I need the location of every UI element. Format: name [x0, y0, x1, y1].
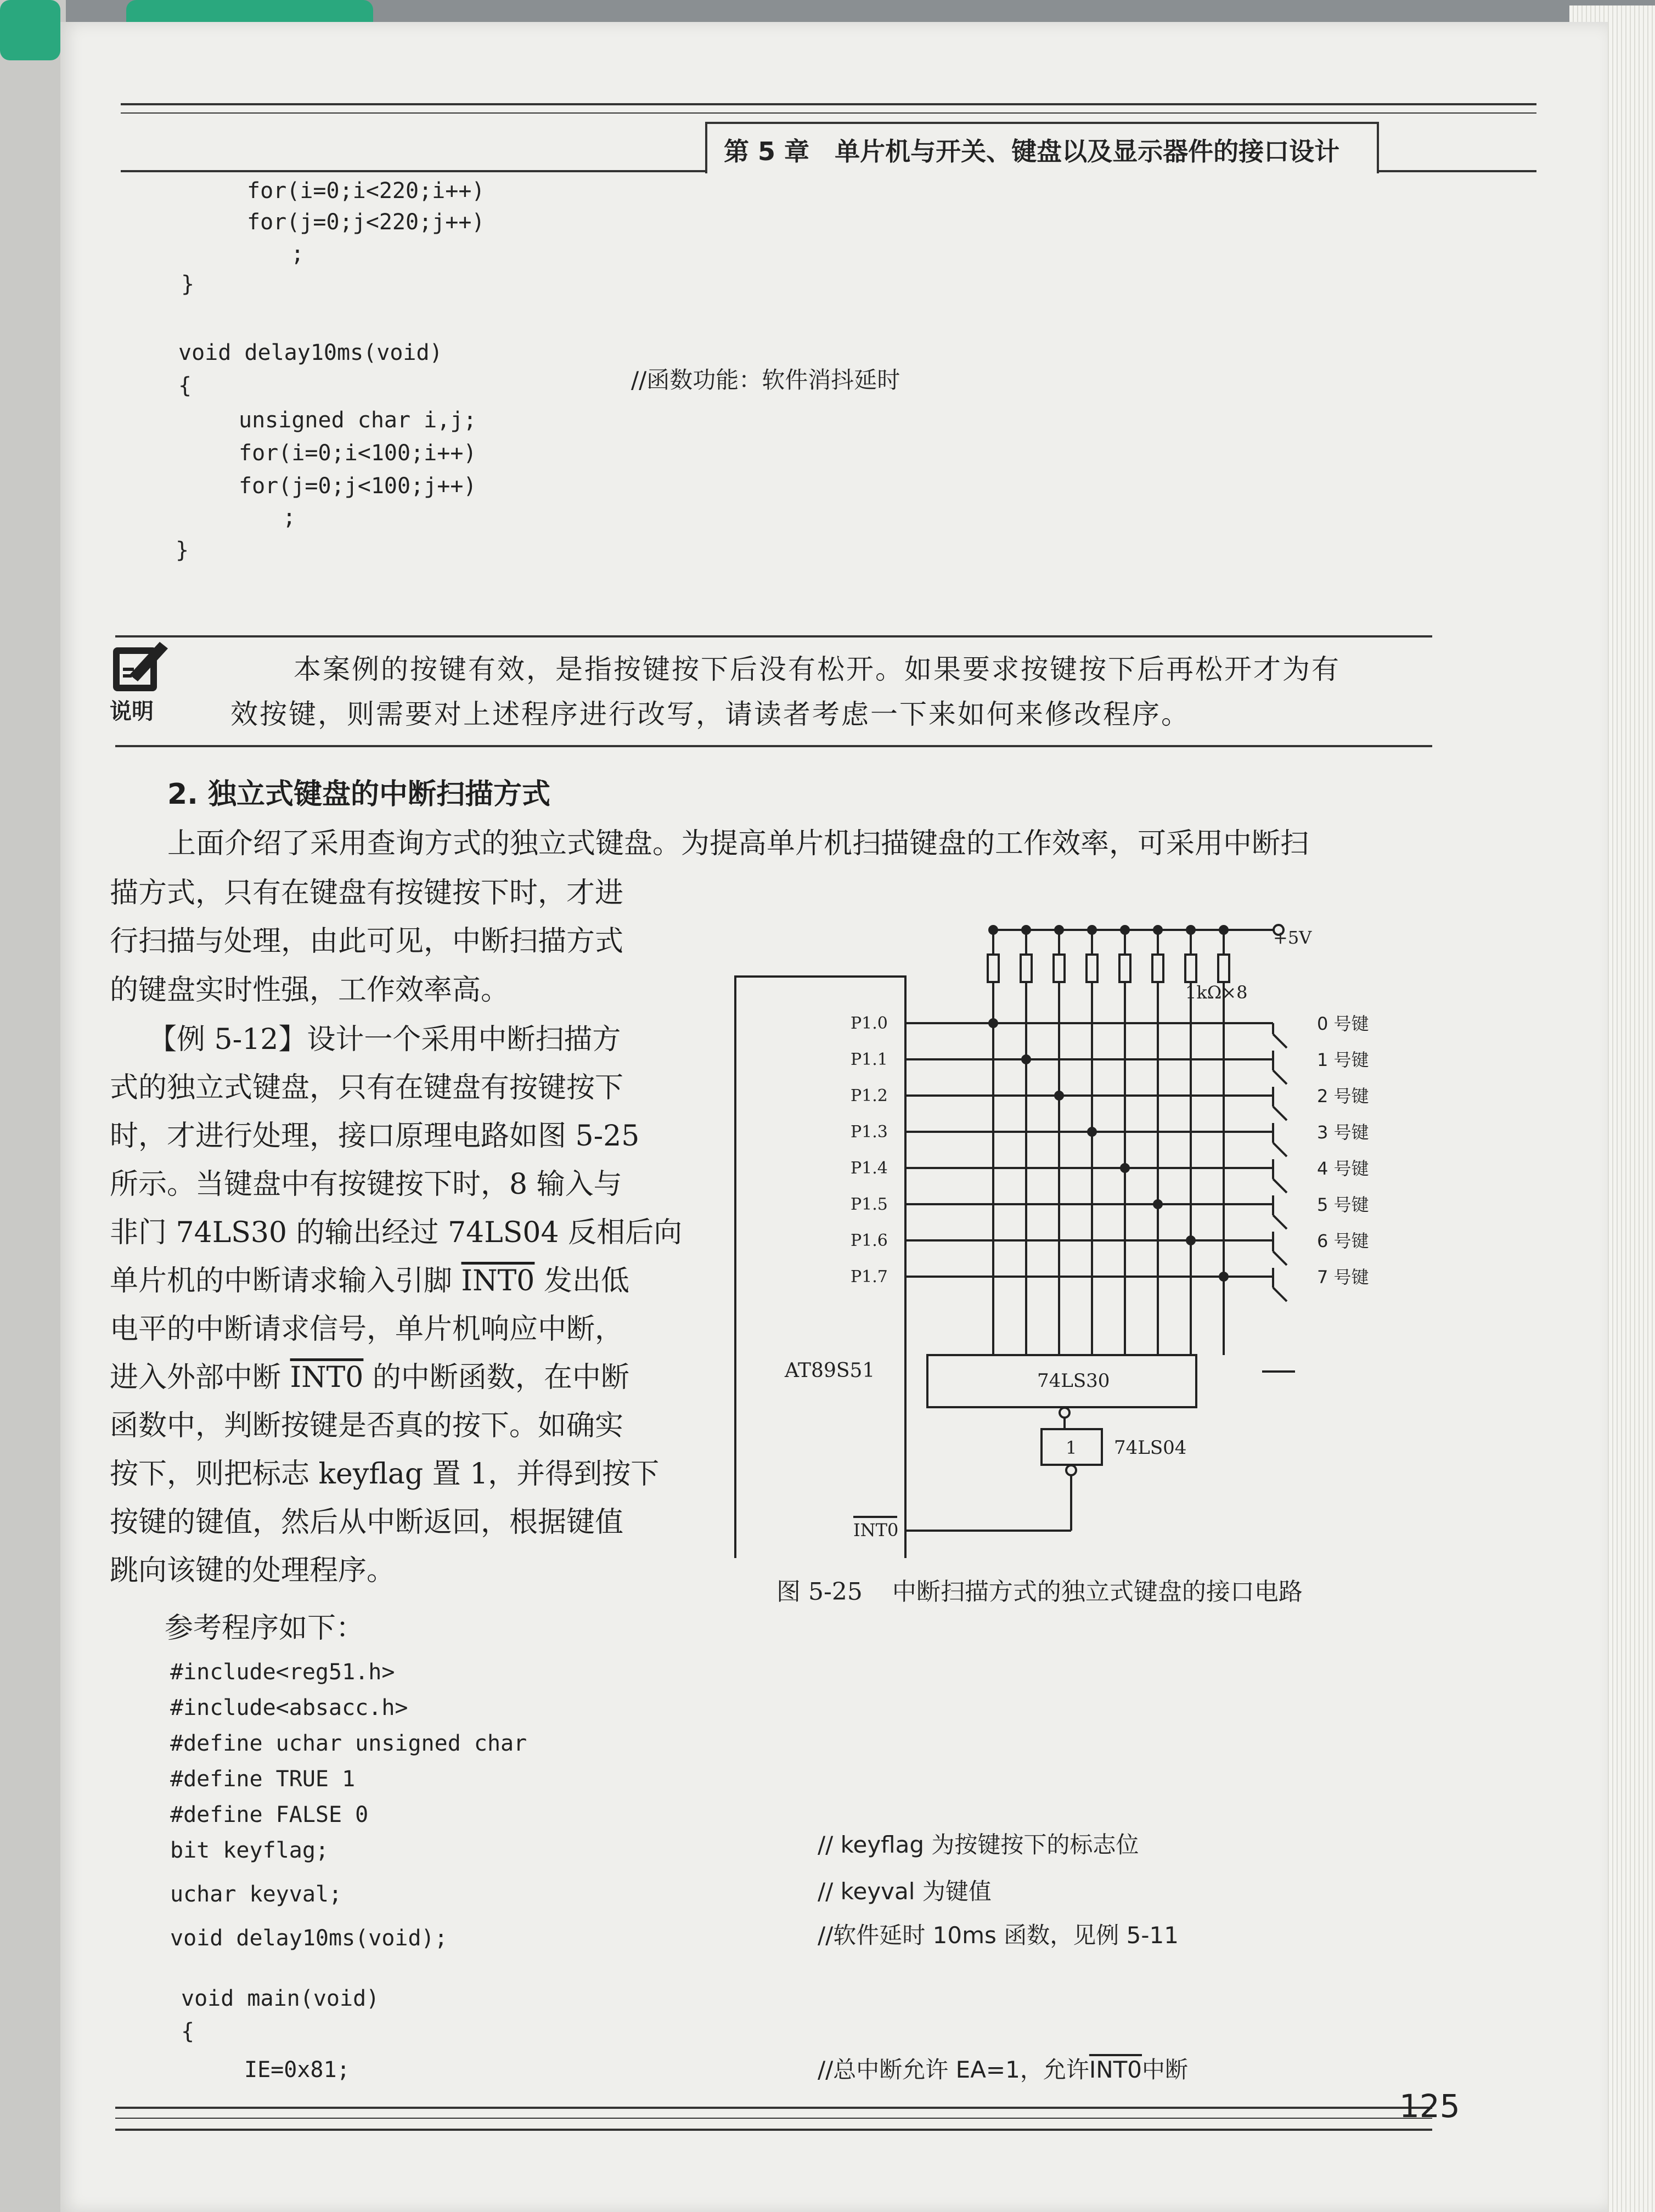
note-rule-top: [115, 635, 1432, 637]
mcu-label: AT89S51: [785, 1359, 875, 1382]
key-label: 0 号键: [1317, 1013, 1369, 1034]
code-line: #define FALSE 0: [170, 1802, 369, 1827]
paragraph-line: 描方式，只有在键盘有按键按下时，才进: [110, 877, 624, 910]
example-line: 式的独立式键盘，只有在键盘有按键按下: [110, 1071, 624, 1104]
left-page-edge: [0, 0, 66, 2212]
key-switch: [1273, 1251, 1287, 1265]
example-line: 进入外部中断 INT0 的中断函数，在中断: [110, 1361, 629, 1394]
example-line: 按键的键值，然后从中断返回，根据键值: [110, 1506, 624, 1539]
pullup-resistor: [1218, 955, 1229, 982]
example-line: 单片机的中断请求输入引脚 INT0 发出低: [110, 1265, 629, 1297]
key-label: 4 号键: [1317, 1158, 1369, 1179]
pullup-resistor: [988, 955, 999, 982]
program-intro: 参考程序如下：: [165, 1612, 365, 1645]
header-rule-2: [121, 112, 1536, 114]
key-label: 1 号键: [1317, 1049, 1369, 1070]
pullup-resistor: [1087, 955, 1097, 982]
key-switch: [1273, 1107, 1287, 1120]
code-line: void delay10ms(void): [178, 340, 443, 365]
example-line: 时，才进行处理，接口原理电路如图 5-25: [110, 1120, 640, 1153]
example-line: 跳向该键的处理程序。: [110, 1554, 396, 1587]
code-comment: //软件延时 10ms 函数，见例 5-11: [818, 1922, 1179, 1949]
code-line: ;: [283, 505, 296, 530]
chapter-header: [705, 122, 1379, 173]
example-line: 非门 74LS30 的输出经过 74LS04 反相后向: [110, 1216, 683, 1249]
key-label: 3 号键: [1317, 1122, 1369, 1143]
footer-rule-2: [115, 2118, 1432, 2119]
key-label: 2 号键: [1317, 1086, 1369, 1107]
pin-label: P1.2: [851, 1086, 888, 1105]
pin-label: P1.3: [851, 1122, 888, 1142]
circuit-diagram: [724, 889, 1383, 1558]
code-line: for(j=0;j<100;j++): [239, 473, 477, 499]
code-line: #define uchar unsigned char: [170, 1731, 527, 1756]
pin-label: P1.5: [851, 1195, 888, 1214]
key-switch: [1273, 1143, 1287, 1156]
code-line: IE=0x81;: [244, 2057, 350, 2083]
pin-label: P1.4: [851, 1159, 888, 1178]
note-line: 本案例的按键有效，是指按键按下后没有松开。如果要求按键按下后再松开才为有: [294, 653, 1341, 685]
code-comment: // keyval 为键值: [818, 1878, 992, 1905]
key-switch: [1273, 1034, 1287, 1048]
key-switch: [1273, 1215, 1287, 1229]
code-line: for(i=0;i<100;i++): [239, 441, 477, 466]
resistor-label: 1kΩ×8: [1185, 982, 1248, 1003]
pullup-resistor: [1021, 955, 1032, 982]
note-line: 效按键，则需要对上述程序进行改写，请读者考虑一下来如何来修改程序。: [230, 698, 1190, 730]
int0-pin-label: INT0: [853, 1520, 899, 1541]
pullup-resistor: [1054, 955, 1065, 982]
footer-rule-1: [115, 2107, 1432, 2109]
example-line: 【例 5-12】设计一个采用中断扫描方: [148, 1023, 621, 1056]
example-line: 函数中，判断按键是否真的按下。如确实: [110, 1409, 624, 1442]
code-line: unsigned char i,j;: [239, 408, 477, 433]
chapter-title: 单片机与开关、键盘以及显示器件的接口设计: [835, 137, 1340, 166]
pin-label: P1.6: [851, 1231, 888, 1250]
code-line: }: [176, 538, 189, 563]
inverter-gate-label: 1: [1066, 1437, 1077, 1458]
pin-label: P1.0: [851, 1014, 888, 1033]
code-line: void main(void): [181, 1986, 380, 2011]
pullup-resistor: [1185, 955, 1196, 982]
nand-label: 74LS30: [1037, 1370, 1110, 1392]
vcc-label: +5V: [1273, 927, 1312, 948]
code-comment: // keyflag 为按键按下的标志位: [818, 1831, 1139, 1858]
code-line: {: [178, 373, 192, 398]
example-line: 电平的中断请求信号，单片机响应中断，: [110, 1313, 624, 1346]
section-title: 2. 独立式键盘的中断扫描方式: [167, 778, 551, 811]
code-comment: //总中断允许 EA=1，允许INT0中断: [818, 2056, 1189, 2083]
paragraph-line: 行扫描与处理，由此可见，中断扫描方式: [110, 925, 624, 958]
code-line: bit keyflag;: [170, 1838, 329, 1863]
example-line: 按下，则把标志 keyflag 置 1，并得到按下: [110, 1458, 660, 1491]
key-label: 5 号键: [1317, 1194, 1369, 1215]
key-switch: [1273, 1070, 1287, 1084]
int0-overline: INT0: [290, 1361, 364, 1394]
inverter-label: 74LS04: [1114, 1437, 1187, 1459]
key-label: 7 号键: [1317, 1267, 1369, 1288]
key-switch: [1273, 1288, 1287, 1301]
figure-caption: 图 5-25 中断扫描方式的独立式键盘的接口电路: [776, 1578, 1303, 1606]
footer-rule-3: [115, 2129, 1432, 2131]
code-line: }: [181, 272, 195, 297]
code-line: for(i=0;i<220;i++): [247, 178, 485, 204]
pin-label: P1.1: [851, 1050, 888, 1069]
code-line: ;: [291, 241, 305, 267]
book-page: [60, 22, 1608, 2212]
inverter-bubble: [1066, 1465, 1076, 1475]
int0-overline: INT0: [461, 1265, 535, 1297]
paragraph-line: 上面介绍了采用查询方式的独立式键盘。为提高单片机扫描键盘的工作效率，可采用中断扫: [167, 827, 1309, 860]
note-rule-bottom: [115, 745, 1432, 747]
code-line: #include<absacc.h>: [170, 1695, 408, 1720]
example-line: 所示。当键盘中有按键按下时，8 输入与: [110, 1168, 622, 1201]
code-line: #include<reg51.h>: [170, 1660, 395, 1685]
chapter-number: 第 5 章: [724, 137, 810, 166]
note-label: 说明: [110, 699, 154, 724]
key-switch: [1273, 1179, 1287, 1193]
binder-clip-top-left: [0, 0, 60, 60]
code-comment: //函数功能：软件消抖延时: [631, 366, 900, 393]
code-line: {: [181, 2019, 195, 2044]
paragraph-line: 的键盘实时性强，工作效率高。: [110, 974, 510, 1007]
pullup-resistor: [1119, 955, 1130, 982]
pullup-resistor: [1152, 955, 1163, 982]
header-rule-1: [121, 103, 1536, 105]
nand-bubble: [1060, 1408, 1069, 1418]
code-line: void delay10ms(void);: [170, 1926, 448, 1951]
pin-label: P1.7: [851, 1267, 888, 1286]
code-line: uchar keyval;: [170, 1882, 342, 1907]
code-line: for(j=0;j<220;j++): [247, 210, 485, 235]
page-number: 125: [1399, 2087, 1460, 2125]
code-line: #define TRUE 1: [170, 1767, 356, 1792]
key-label: 6 号键: [1317, 1231, 1369, 1251]
